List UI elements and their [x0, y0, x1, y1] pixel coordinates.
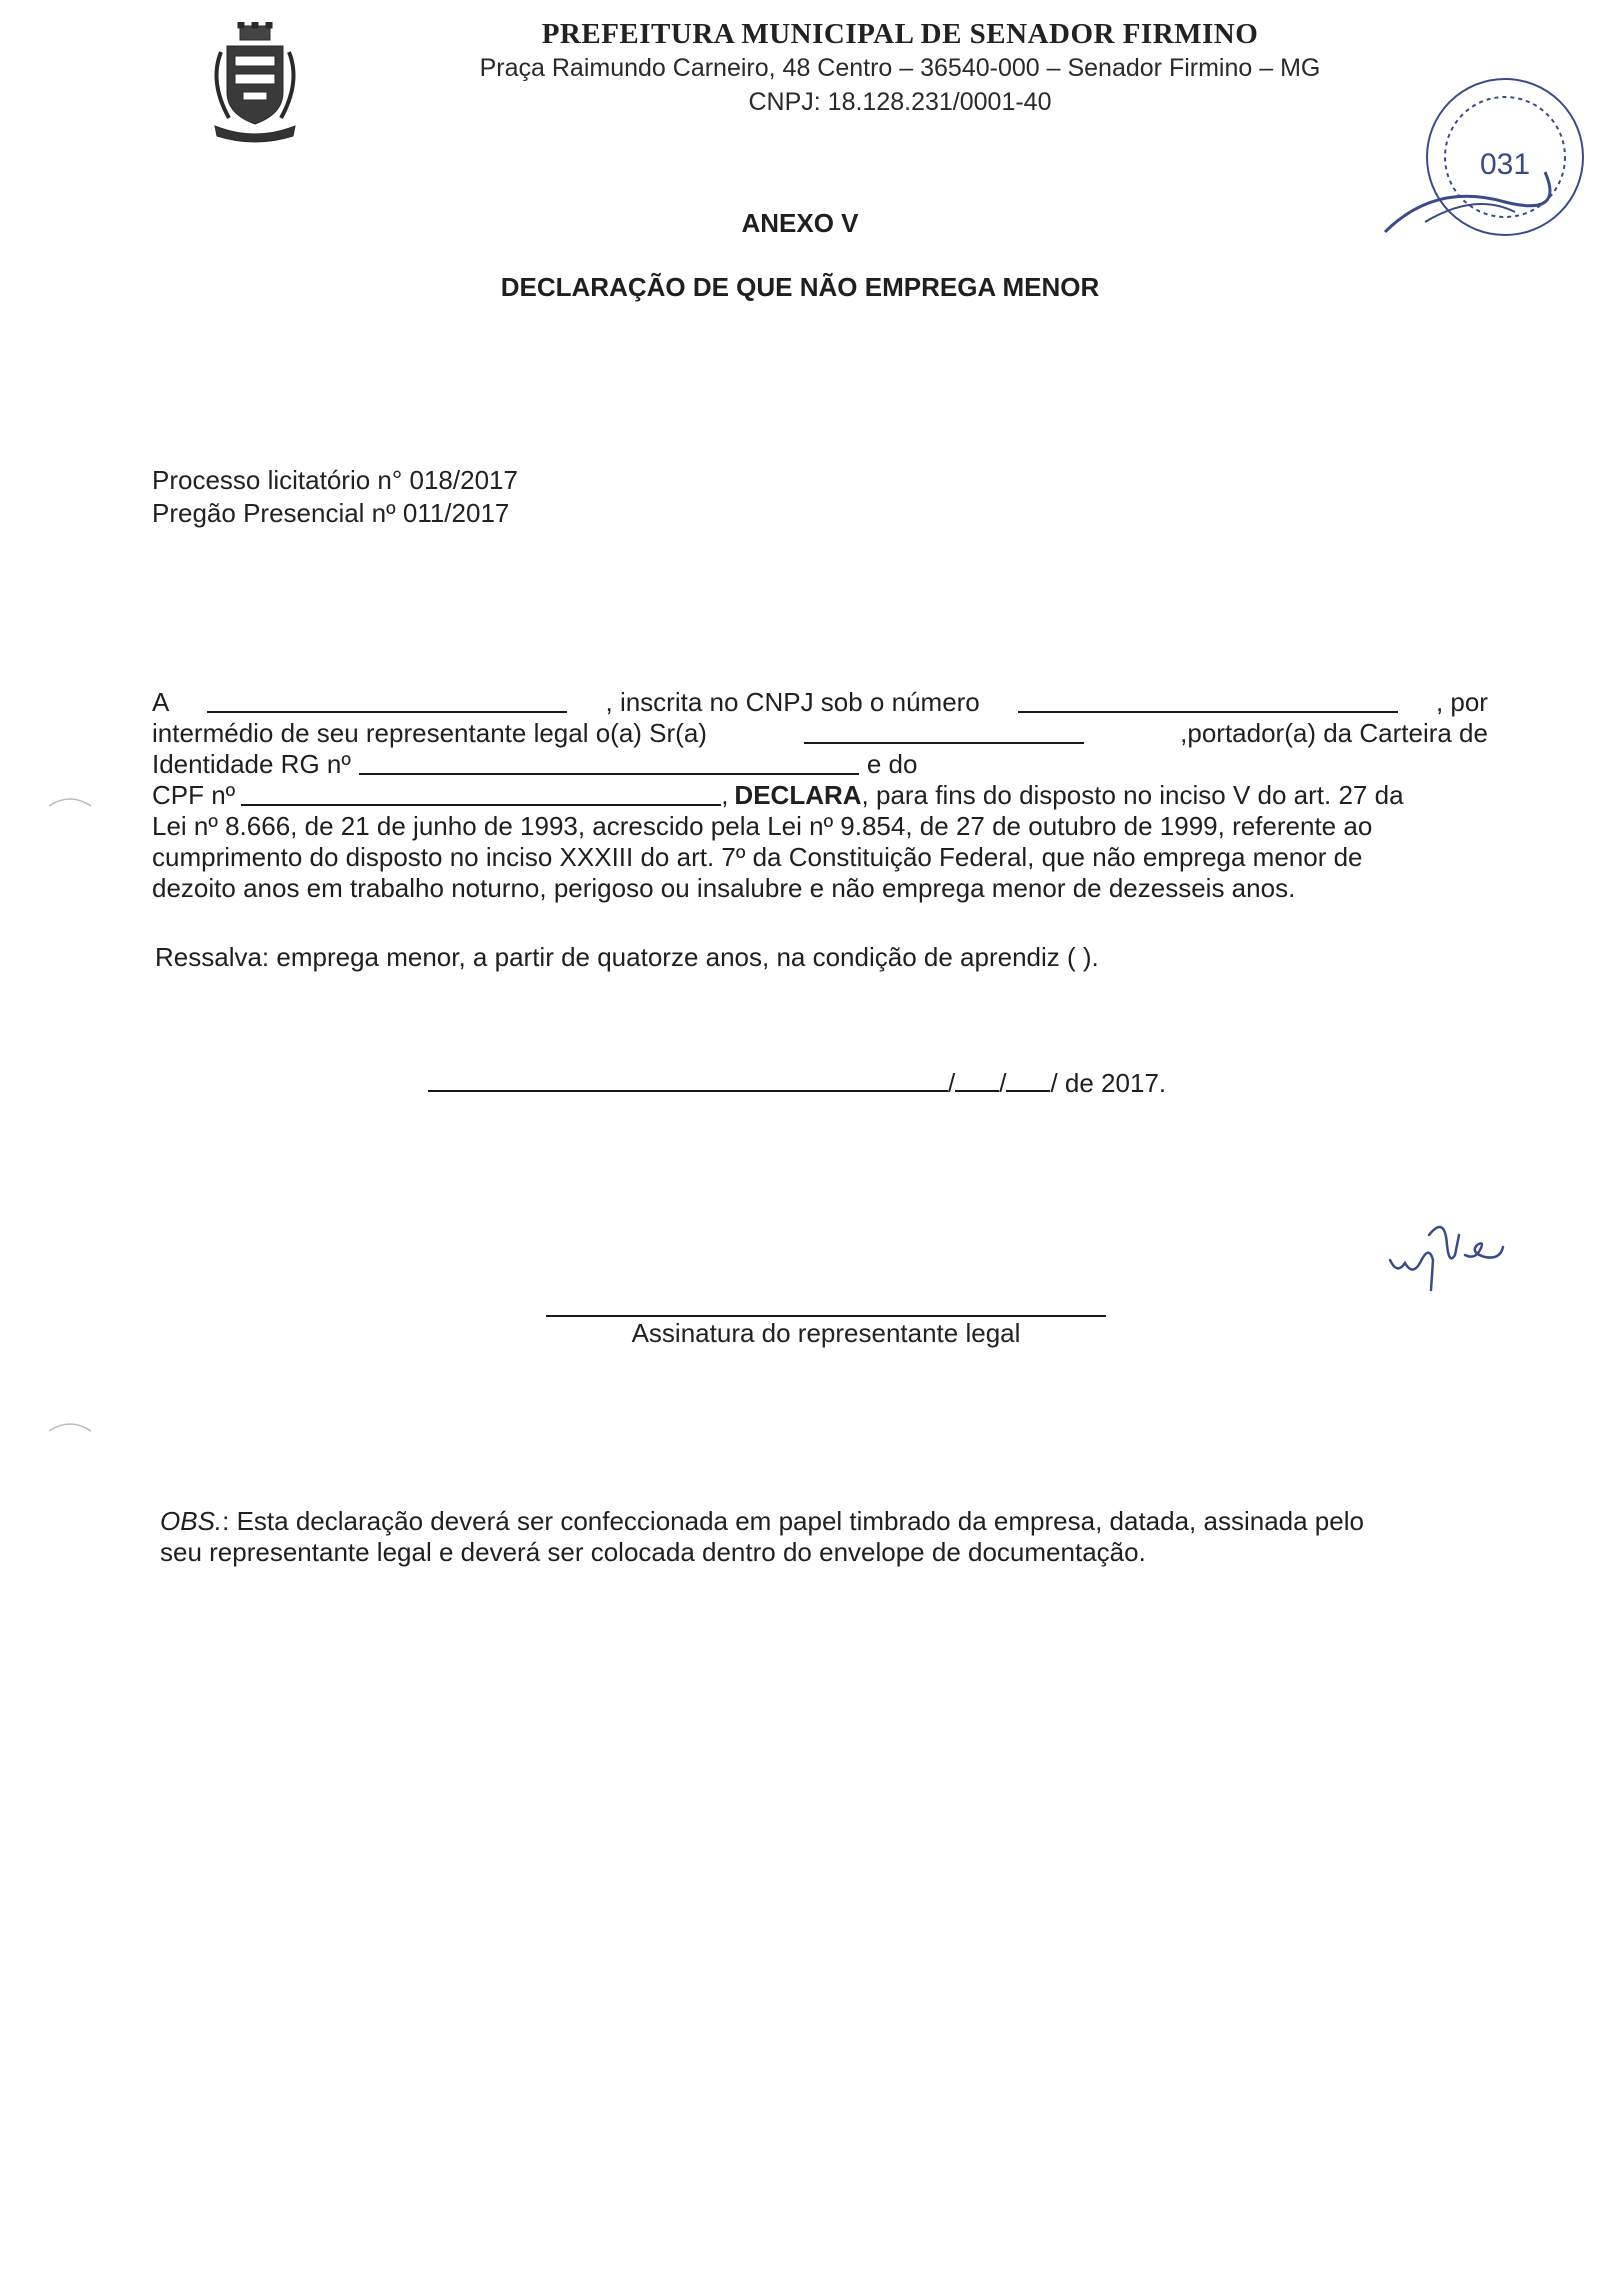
declara-keyword: DECLARA [734, 780, 862, 810]
body-line-3b: e do [866, 749, 918, 779]
declaration-title: DECLARAÇÃO DE QUE NÃO EMPREGA MENOR [500, 272, 1100, 302]
organization-cnpj: CNPJ: 18.128.231/0001-40 [748, 88, 1052, 116]
company-name-blank[interactable] [207, 687, 567, 713]
organization-address: Praça Raimundo Carneiro, 48 Centro – 36540-000 – Senador Firmino – MG [479, 54, 1321, 82]
punch-hole-mark [45, 790, 95, 810]
body-line-5: Lei nº 8.666, de 21 de junho de 1993, acrescido pela Lei nº 9.854, de 27 de outubro de 1999, referente ao [152, 811, 1373, 841]
obs-line-1: : Esta declaração deverá ser confeccionada em papel timbrado da empresa, datada, assinada pelo [222, 1506, 1364, 1536]
handwritten-initials-icon [1385, 1205, 1525, 1295]
signature-label: Assinatura do representante legal [631, 1318, 1021, 1348]
ressalva-note: Ressalva: emprega menor, a partir de quatorze anos, na condição de aprendiz ( ). [155, 942, 1099, 972]
cpf-number-blank[interactable] [241, 780, 721, 806]
auction-number: Pregão Presencial nº 011/2017 [152, 498, 510, 528]
body-line-7: dezoito anos em trabalho noturno, perigoso ou insalubre e não emprega menor de dezesseis anos. [152, 873, 1296, 903]
punch-hole-mark [45, 1415, 95, 1435]
day-blank[interactable] [955, 1066, 999, 1092]
representative-name-blank[interactable] [804, 718, 1084, 744]
body-line-6: cumprimento do disposto no inciso XXXIII do art. 7º da Constituição Federal, que não emprega menor de [152, 842, 1363, 872]
location-blank[interactable] [428, 1066, 948, 1092]
declaration-paragraph [152, 687, 1488, 904]
municipal-coat-of-arms-icon [205, 22, 305, 147]
rg-number-blank[interactable] [359, 749, 859, 775]
cnpj-blank[interactable] [1018, 687, 1398, 713]
signature-line[interactable] [546, 1315, 1106, 1317]
date-separator-1: / [948, 1068, 956, 1098]
obs-line-2: seu representante legal e deverá ser colocada dentro do envelope de documentação. [160, 1537, 1146, 1567]
annex-title: ANEXO V [741, 208, 859, 238]
month-blank[interactable] [1006, 1066, 1050, 1092]
body-line-1b: , inscrita no CNPJ sob o número [605, 687, 980, 717]
stamp-number: 031 [1479, 148, 1531, 181]
body-line-1c: , por [1435, 687, 1488, 717]
observation-note [160, 1506, 1494, 1568]
organization-name: PREFEITURA MUNICIPAL DE SENADOR FIRMINO [541, 18, 1259, 50]
process-number: Processo licitatório n° 018/2017 [152, 465, 518, 495]
body-line-4b: , [721, 780, 729, 810]
date-year: / de 2017. [1050, 1068, 1167, 1098]
date-separator-2: / [999, 1068, 1007, 1098]
body-line-3a: Identidade RG nº [152, 749, 351, 779]
body-line-4c: , para fins do disposto no inciso V do art. 27 da [861, 780, 1404, 810]
obs-prefix: OBS. [160, 1506, 223, 1536]
body-line-2b: ,portador(a) da Carteira de [1180, 718, 1488, 748]
date-line [428, 1066, 1166, 1099]
body-line-1a: A [152, 687, 170, 717]
body-line-2a: intermédio de seu representante legal o(a) Sr(a) [152, 718, 707, 748]
body-line-4a: CPF nº [152, 780, 236, 810]
